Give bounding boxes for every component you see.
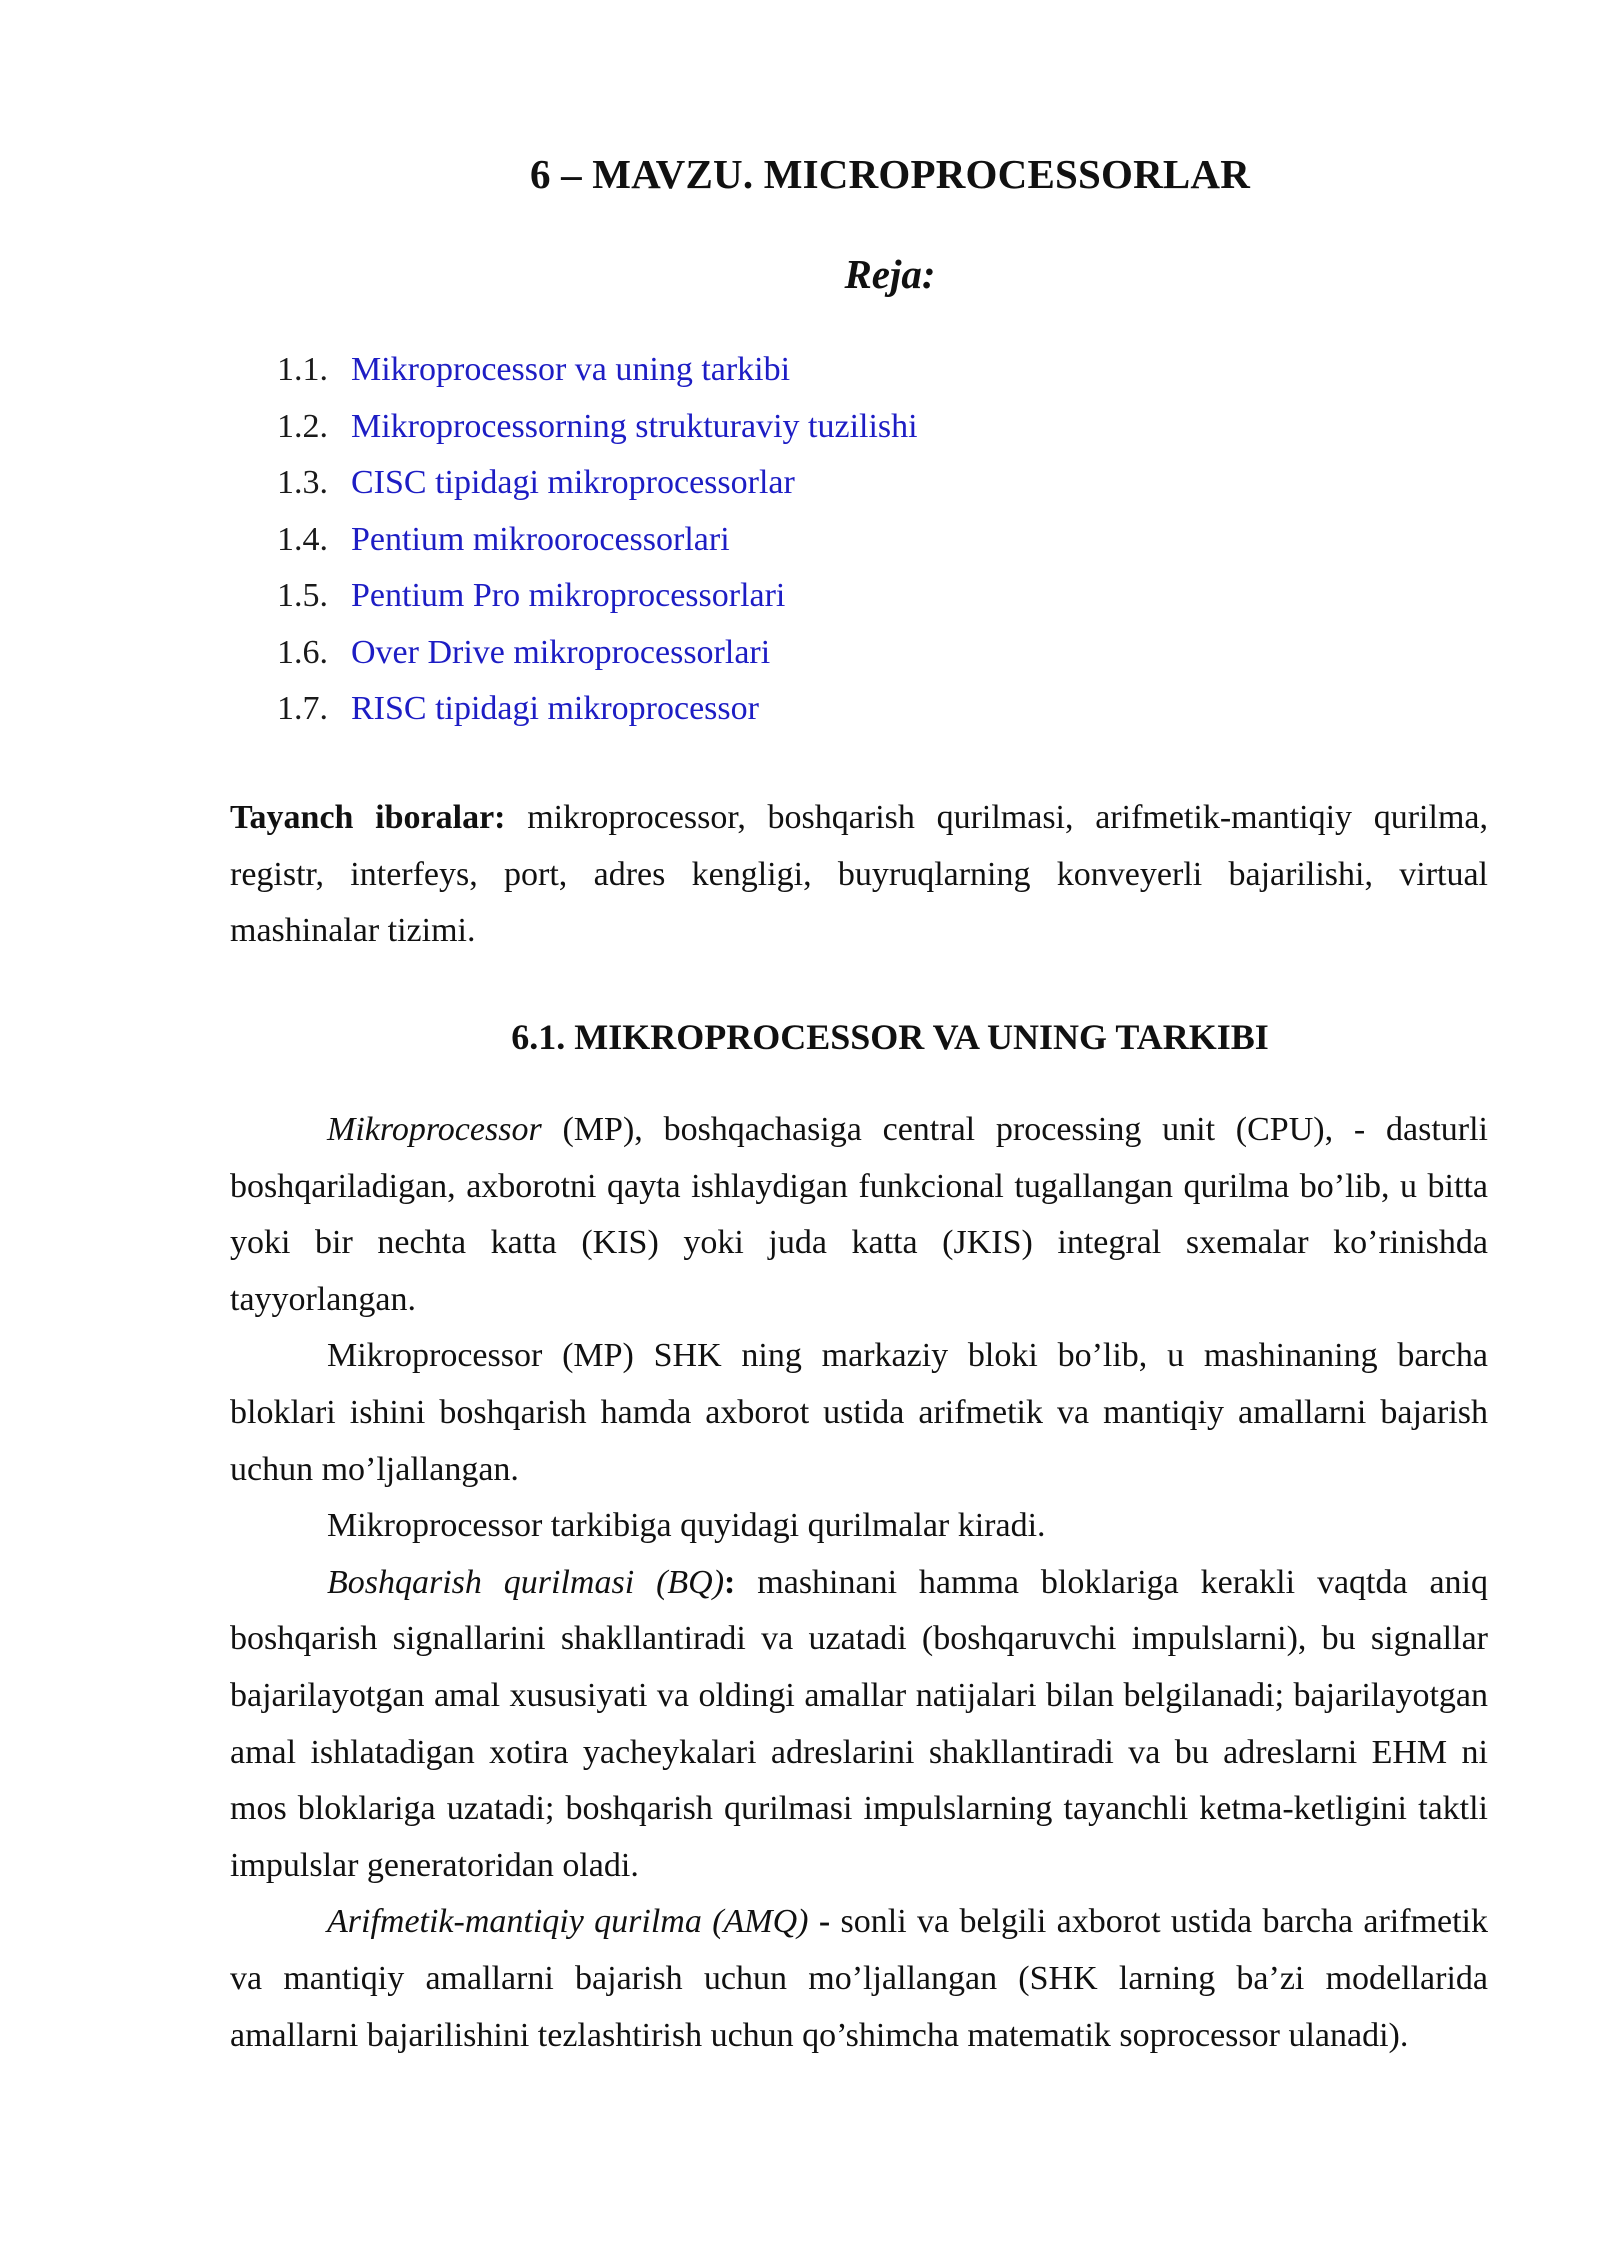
plan-list <box>277 342 918 738</box>
page-title: 6 – MAVZU. MICROPROCESSORLAR <box>529 151 1251 197</box>
paragraph-text: Mikroprocessor tarkibiga quyidagi qurilmalar kiradi. <box>327 1507 1046 1545</box>
plan-item[interactable] <box>277 568 918 625</box>
paragraph-amq <box>230 1894 1488 2064</box>
plan-item[interactable] <box>277 625 918 682</box>
plan-item[interactable] <box>277 681 918 738</box>
keywords-label: Tayanch iboralar: <box>230 799 506 836</box>
term-separator: : <box>724 1563 736 1601</box>
paragraph-boshqarish-qurilmasi <box>230 1555 1488 1895</box>
plan-item-link[interactable]: Mikroprocessorning strukturaviy tuzilishi <box>351 407 918 445</box>
paragraph-text: (MP), boshqachasiga central processing unit (CPU), - dasturli boshqariladigan, axborotni qayta ishlaydigan funkcional tugallangan qurilma bo’lib, u bitta yoki bir nechta katta (KIS) yoki juda katta (JKIS) integral sxemalar ko’rinishda tayyorlangan. <box>230 1111 1488 1318</box>
plan-item-number: 1.3. <box>277 464 328 501</box>
plan-item-link[interactable]: CISC tipidagi mikroprocessorlar <box>351 464 795 501</box>
plan-item-number: 1.1. <box>277 351 328 388</box>
paragraph-text: mashinani hamma bloklariga kerakli vaqtda aniq boshqarish signallarini shakllantiradi va uzatadi (boshqaruvchi impulslarni), bu signallar bajarilayotgan amal xususiyati va oldingi amallar natijalari bilan belgilanadi; bajarilayotgan amal ishlatadigan xotira yacheykalari adreslarini shakllantiradi va bu adreslarni EHM ni mos bloklariga uzatadi; boshqarish qurilmasi impulslarning tayanchli ketma-ketligini taktli impulslar generatoridan oladi. <box>230 1563 1489 1884</box>
paragraph-text: sonli va belgili axborot ustida barcha arifmetik va mantiqiy amallarni bajarish uchun mo’ljallangan (SHK larning ba’zi modellarida amallarni bajarilishini tezlashtirish uchun qo’shimcha matematik soprocessor ulanadi). <box>230 1903 1489 2054</box>
plan-item[interactable] <box>277 342 918 399</box>
term-separator: - <box>808 1903 831 1941</box>
paragraph-tarkib <box>230 1498 1488 1555</box>
plan-item-number: 1.5. <box>277 577 328 614</box>
plan-item-link[interactable]: RISC tipidagi mikroprocessor <box>351 690 759 727</box>
section-title: 6.1. MIKROPROCESSOR VA UNING TARKIBI <box>511 1017 1269 1057</box>
plan-item-number: 1.7. <box>277 690 328 727</box>
paragraph-text: Mikroprocessor (MP) SHK ning markaziy bloki bo’lib, u mashinaning barcha bloklari ishini boshqarish hamda axborot ustida arifmetik va mantiqiy amallarni bajarish uchun mo’ljallangan. <box>230 1337 1488 1488</box>
plan-item-link[interactable]: Mikroprocessor va uning tarkibi <box>351 351 791 388</box>
term-mikroprocessor: Mikroprocessor <box>327 1111 542 1148</box>
term-amq: Arifmetik-mantiqiy qurilma (AMQ) <box>327 1903 809 1941</box>
plan-item[interactable] <box>277 455 918 512</box>
plan-item-link[interactable]: Pentium mikroorocessorlari <box>351 520 730 558</box>
plan-item-link[interactable]: Pentium Pro mikroprocessorlari <box>351 577 786 614</box>
plan-item-number: 1.2. <box>277 407 328 445</box>
plan-item-number: 1.6. <box>277 633 328 671</box>
section-body <box>230 1102 1488 2064</box>
plan-heading: Reja: <box>844 251 936 297</box>
paragraph-markaziy-blok <box>230 1328 1488 1498</box>
plan-item-link[interactable]: Over Drive mikroprocessorlari <box>351 633 771 671</box>
keywords-block <box>230 790 1488 960</box>
plan-item-number: 1.4. <box>277 520 328 558</box>
plan-item[interactable] <box>277 512 918 569</box>
keywords-paragraph <box>230 790 1488 960</box>
plan-item[interactable] <box>277 399 918 456</box>
paragraph-mikroprocessor <box>230 1102 1488 1328</box>
keywords-text: mikroprocessor, boshqarish qurilmasi, arifmetik-mantiqiy qurilma, registr, interfeys, port, adres kengligi, buyruqlarning konveyerli bajarilishi, virtual mashinalar tizimi. <box>230 799 1488 950</box>
term-boshqarish-qurilmasi: Boshqarish qurilmasi (BQ) <box>327 1563 725 1601</box>
